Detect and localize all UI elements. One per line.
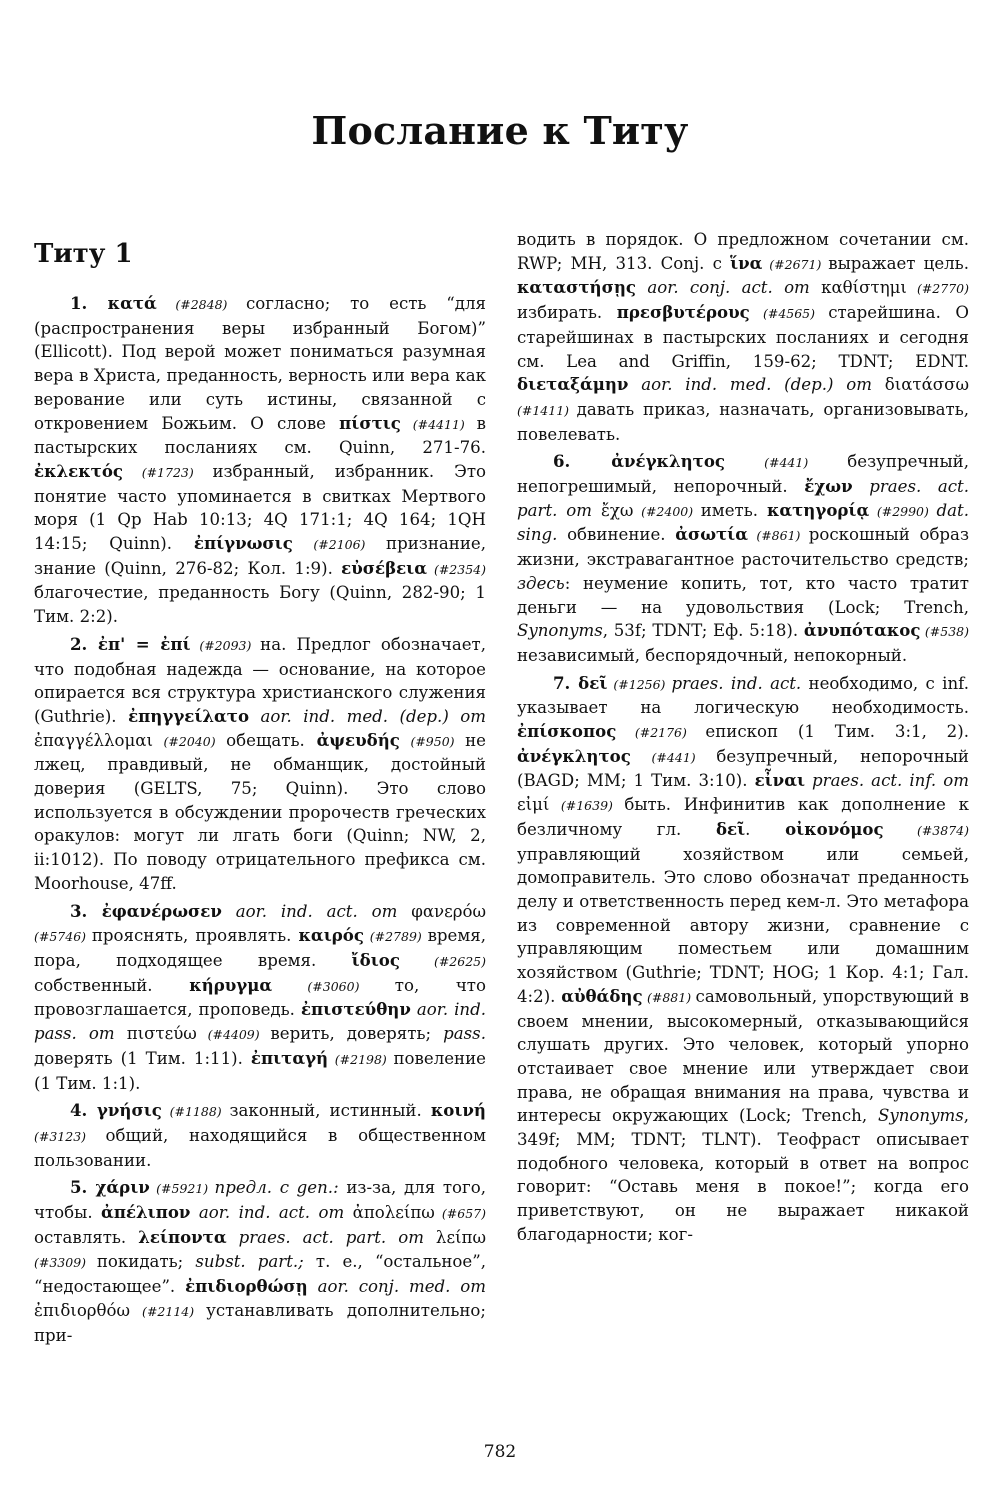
greek-term: δεῖ <box>578 672 608 693</box>
grammar-note: aor. ind. act. от <box>221 901 412 921</box>
entry-paragraph <box>517 450 969 667</box>
chapter-heading: Титу 1 <box>34 239 133 269</box>
text-run: φανερόω <box>411 901 486 921</box>
text-run: избирать. <box>517 303 617 323</box>
grammar-note: aor. ind. med. (dep.) от <box>249 706 487 726</box>
greek-term: ἀνυπότακος <box>803 620 921 641</box>
strong-number: (#861) <box>747 528 809 544</box>
strong-number: (#4565) <box>749 306 829 322</box>
entry-paragraph <box>517 228 969 446</box>
greek-term: ἐκλεκτός <box>34 460 124 481</box>
entry-paragraph <box>34 633 486 896</box>
strong-number: (#2400) <box>633 503 701 519</box>
grammar-note: praes. ind. act. <box>671 673 802 693</box>
grammar-note: здесь <box>517 573 565 593</box>
strong-number: (#3874) <box>883 822 969 838</box>
strong-number: (#4409) <box>196 1027 271 1043</box>
greek-term: ἐπ' = ἐπί <box>97 633 191 654</box>
entry-paragraph <box>34 900 486 1096</box>
greek-term: δεῖ <box>715 818 746 839</box>
entry-paragraph <box>34 1099 486 1172</box>
text-run: давать приказ, назначать, организовывать, повелевать. <box>517 399 970 444</box>
grammar-note: aor. ind. med. (dep.) от <box>628 375 885 395</box>
left-column-body <box>34 292 486 1347</box>
text-run: . <box>745 819 786 839</box>
text-run: λείπω <box>435 1227 486 1247</box>
text-run: благочестие, преданность Богу (Quinn, 282-90; 1 Тим. 2:2). <box>34 583 486 627</box>
greek-term: ἀπέλιπον <box>101 1202 191 1223</box>
grammar-note: aor. ind. pass. от <box>34 1000 486 1044</box>
strong-number: (#2093) <box>190 637 261 653</box>
greek-term: ἀσωτία <box>675 524 748 545</box>
text-run: в пастырских посланиях см. Quinn, 271-76. <box>34 413 486 458</box>
greek-term: ἐπίσκοπος <box>517 721 617 742</box>
entry-paragraph <box>34 292 486 629</box>
strong-number: (#4411) <box>400 416 477 432</box>
greek-term: διεταξάμην <box>517 374 629 395</box>
text-run: время, пора, подходящее время. <box>34 926 487 970</box>
strong-number: (#441) <box>725 455 848 471</box>
text-run: ἐπαγγέλλομαι <box>34 730 153 750</box>
strong-number: (#2671) <box>762 256 829 272</box>
text-run: самовольный, упорствующий в своем мнении, высокомерный, отказывающийся слушать других. Это человек, который упорно отстаивает свое мнение или утверждает свои права, не обращая внимания на права, чувства и интересы окружающих (Lock; Trench, <box>517 986 969 1126</box>
greek-term: πρεσβυτέρους <box>616 302 750 323</box>
grammar-note: pass. <box>443 1024 486 1044</box>
text-run: , 349f; MM; TDNT; TLNT). Теофраст описывает подобного человека, который в ответ на вопрос говорит: “Оставь меня в покое!”; когда его приветствуют, он не выражает никакой благодарности; ког- <box>517 1106 969 1244</box>
text-run: верить, доверять; <box>270 1024 444 1044</box>
text-run: διατάσσω <box>884 375 969 395</box>
greek-term: ἐφανέρωσεν <box>101 900 222 921</box>
text-run: покидать; <box>96 1252 196 1272</box>
text-run: управляющий хозяйством или семьей, домоправитель. Это слово обозначат преданность делу и ответственность перед кем-л. Это метафора из современной автору жизни, сравнение с управляющим поместьем или домашним хозяйством (Guthrie; TDNT; HOG; 1 Кор. 4:1; Гал. 4:2). <box>517 844 969 1006</box>
text-run: доверять (1 Тим. 1:11). <box>34 1048 251 1068</box>
text-run: независимый, беспорядочный, непокорный. <box>517 645 908 665</box>
strong-number: (#2990) <box>869 503 937 519</box>
greek-term: κοινή <box>430 1100 486 1121</box>
text-run: обещать. <box>226 730 317 750</box>
greek-term: καιρός <box>298 925 364 946</box>
strong-number: (#2198) <box>328 1051 394 1067</box>
greek-term: ἔχων <box>804 476 853 497</box>
text-run: обвинение. <box>557 525 676 545</box>
entry-number: 2. <box>70 633 98 654</box>
text-run: старейшина. О старейшинах в пастырских посланиях и сегодня см. Lea and Griffin, 159-62; TDNT; EDNT. <box>517 303 969 371</box>
entry-paragraph <box>517 672 969 1247</box>
strong-number: (#3123) <box>34 1128 106 1144</box>
text-run: епископ (1 Тим. 3:1, 2). <box>705 722 969 742</box>
grammar-note: aor. ind. act. от <box>190 1203 353 1223</box>
strong-number: (#2848) <box>156 297 246 312</box>
text-run: общий, находящийся в общественном пользовании. <box>34 1125 486 1170</box>
greek-term: ἀψευδής <box>316 729 400 750</box>
text-run: ἐπιδιορθόω <box>34 1300 131 1320</box>
strong-number: (#2106) <box>292 537 387 553</box>
strong-number: (#2040) <box>152 733 227 749</box>
text-run: безупречный, непорочный (BAGD; MM; 1 Тим. 3:10). <box>517 746 969 791</box>
text-run: καθίστημι <box>821 278 907 298</box>
grammar-note: praes. act. part. от <box>226 1227 436 1247</box>
entry-number: 7. <box>553 672 579 693</box>
text-run: устанавливать дополнительно; при- <box>34 1300 486 1345</box>
text-run: ἔχω <box>600 500 634 520</box>
greek-term: εὐσέβεια <box>341 557 427 578</box>
text-run: : неумение копить, тот, кто часто тратит деньги — на удовольствия (Lock; Trench, <box>517 573 969 617</box>
grammar-note: предл. с gen.: <box>214 1178 339 1198</box>
entry-paragraph <box>34 1176 486 1347</box>
strong-number: (#2176) <box>616 725 706 741</box>
text-run: водить в порядок. О предложном сочетании см. RWP; MH, 313. Conj. с <box>517 230 969 273</box>
left-column <box>34 228 486 1351</box>
text-run: , 53f; TDNT; Еф. 5:18). <box>602 621 804 641</box>
right-column <box>517 228 969 1251</box>
text-run: т. е., “остальное”, “недостающее”. <box>34 1252 486 1297</box>
text-run: πιστεύω <box>126 1024 197 1044</box>
text-run: ἀπολείπω <box>352 1203 435 1223</box>
strong-number: (#1256) <box>607 676 672 692</box>
strong-number: (#2625) <box>399 953 487 969</box>
strong-number: (#441) <box>630 749 717 765</box>
text-run: согласно; то есть “для (распространения веры избранный Богом)” (Ellicott). Под верой может пониматься разумная вера в Христа, преданность, верность или вера как верование или суть истины, связанной с откровением Божьим. О слове <box>34 294 486 433</box>
strong-number: (#5746) <box>34 929 92 945</box>
greek-term: ἐπιδιορθώσῃ <box>185 1276 308 1297</box>
page-title: Послание к Титу <box>311 108 689 153</box>
right-column-body <box>517 228 969 1247</box>
strong-number: (#2770) <box>906 281 969 297</box>
text-run: собственный. <box>34 975 190 995</box>
strong-number: (#657) <box>434 1206 486 1222</box>
text-run: избранный, избранник. Это понятие часто упоминается в свитках Мертвого моря (1 Qp Hab 10:13; 4Q 171:1; 4Q 164; 1QH 14:15; Quinn). <box>34 461 486 554</box>
grammar-note: Synonyms <box>877 1106 964 1126</box>
strong-number: (#5921) <box>149 1181 215 1197</box>
greek-term: γνήσις <box>96 1100 162 1121</box>
greek-term: ἐπηγγείλατο <box>128 705 250 726</box>
page-number: 782 <box>483 1442 517 1462</box>
greek-term: λείποντα <box>138 1226 227 1247</box>
entry-number: 6. <box>553 451 612 472</box>
strong-number: (#2354) <box>426 561 486 577</box>
greek-term: ἴδιος <box>351 949 400 970</box>
strong-number: (#1188) <box>161 1104 230 1120</box>
text-run: на. Предлог обозначает, что подобная надежда — основание, на которое опирается вся структура христианского служения (Guthrie). <box>34 634 486 726</box>
text-run: необходимо, с inf. указывает на логическую необходимость. <box>517 673 969 718</box>
text-run: иметь. <box>700 500 767 520</box>
text-run: из-за, для того, чтобы. <box>34 1178 486 1223</box>
strong-number: (#2114) <box>130 1303 207 1319</box>
entry-number: 3. <box>70 900 102 921</box>
text-run: то, что провозглашается, проповедь. <box>34 975 486 1020</box>
strong-number: (#3060) <box>272 978 395 994</box>
greek-term: ἀνέγκλητος <box>517 745 631 766</box>
text-run: признание, знание (Quinn, 276-82; Кол. 1:9). <box>34 534 486 578</box>
grammar-note: dat. sing. <box>517 500 969 545</box>
text-run: εἰμί <box>517 795 550 815</box>
text-run: не лжец, правдивый, не обманщик, достойный доверия (GELTS, 75; Quinn). Это слово используется в обсуждении пророчеств греческих оракулов: могут ли лгать боги (Quinn; NW, 2, ii:1012). По поводу отрицательного префикса см. Moorhouse, 47ff. <box>34 730 486 893</box>
grammar-note: aor. conj. act. от <box>636 278 822 298</box>
greek-term: καταστήσῃς <box>517 277 637 298</box>
text-run: роскошный образ жизни, экстравагантное расточительство средств; <box>517 525 969 570</box>
greek-term: πίστις <box>339 412 401 433</box>
strong-number: (#1411) <box>517 402 577 418</box>
text-run: оставлять. <box>34 1227 139 1247</box>
grammar-note: praes. act. inf. от <box>805 771 969 791</box>
grammar-note: aor. conj. med. от <box>307 1277 487 1297</box>
grammar-note: Synonyms <box>517 621 603 641</box>
strong-number: (#538) <box>920 624 970 640</box>
strong-number: (#950) <box>399 733 466 749</box>
greek-term: ἵνα <box>730 252 763 273</box>
greek-term: αὐθάδης <box>561 985 643 1006</box>
strong-number: (#3309) <box>34 1255 97 1271</box>
greek-term: ἐπίγνωσις <box>193 533 293 554</box>
text-run: прояснять, проявлять. <box>91 926 299 946</box>
entry-number: 4. <box>70 1100 97 1121</box>
text-run: повеление (1 Тим. 1:1). <box>34 1048 486 1093</box>
greek-term: ἀνέγκλητος <box>611 451 726 472</box>
strong-number: (#2789) <box>363 929 428 945</box>
strong-number: (#1723) <box>123 464 213 480</box>
grammar-note: subst. part.; <box>195 1252 304 1272</box>
greek-term: χάριν <box>95 1177 150 1198</box>
text-run: законный, истинный. <box>229 1101 431 1121</box>
grammar-note: praes. act. part. от <box>517 477 969 520</box>
greek-term: ἐπιταγή <box>250 1047 329 1068</box>
strong-number: (#1639) <box>549 798 625 814</box>
greek-term: κατηγορίᾳ <box>766 499 870 520</box>
greek-term: κατά <box>107 293 157 313</box>
entry-number: 1. <box>70 293 108 313</box>
greek-term: κήρυγμα <box>189 974 273 995</box>
greek-term: εἶναι <box>754 770 805 791</box>
entry-number: 5. <box>70 1177 96 1198</box>
text-run: быть. Инфинитив как дополнение к безличному гл. <box>517 795 969 839</box>
text-run: безупречный, непогрешимый, непорочный. <box>517 452 969 497</box>
greek-term: ἐπιστεύθην <box>300 999 411 1020</box>
greek-term: οἰκονόμος <box>785 818 884 839</box>
text-run: выражает цель. <box>828 253 969 273</box>
strong-number: (#881) <box>642 989 696 1005</box>
